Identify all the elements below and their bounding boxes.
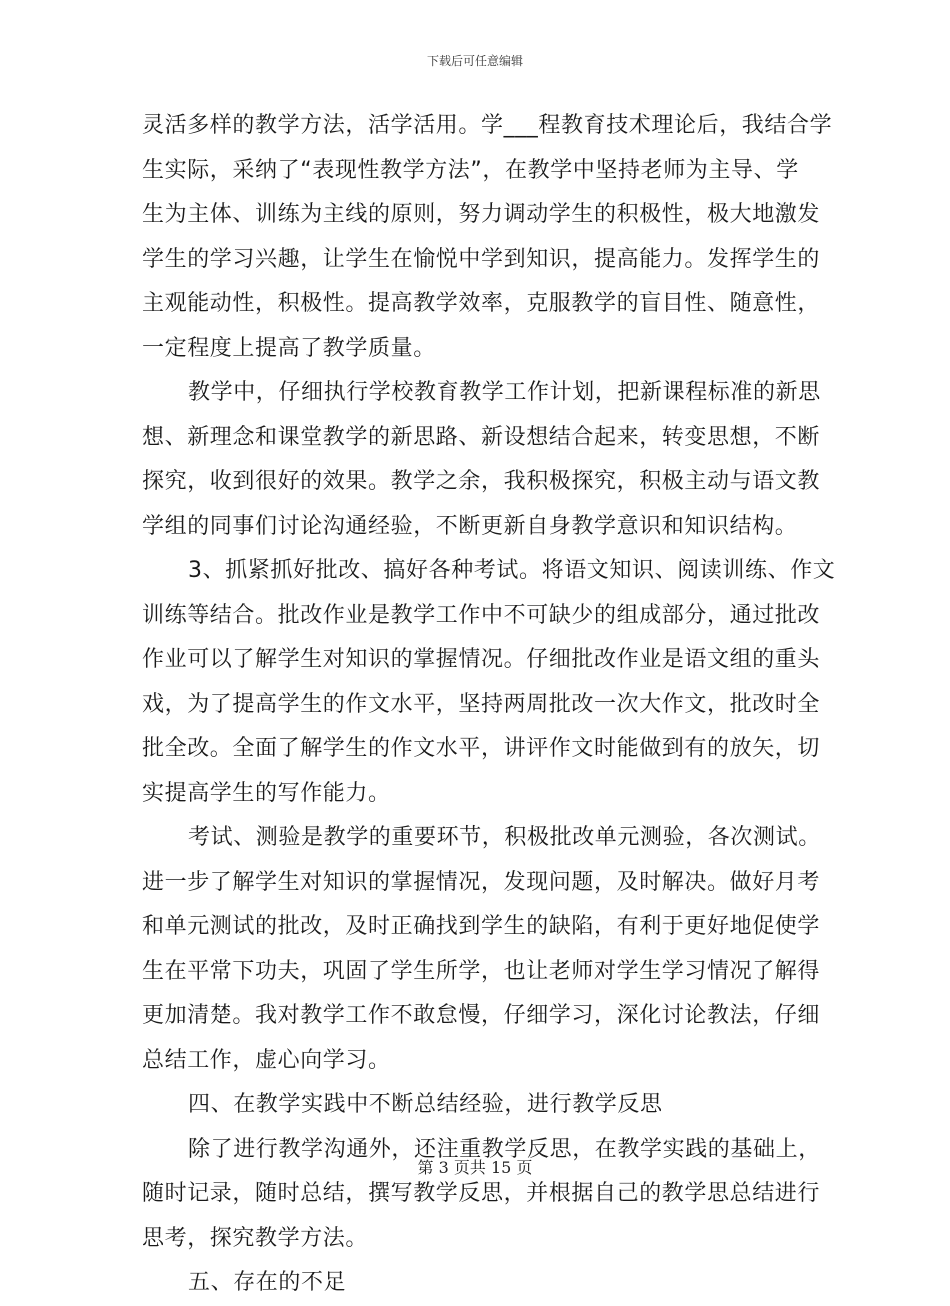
text-line: 戏，为了提高学生的作文水平，坚持两周批改一次大作文，批改时全 [142, 691, 821, 717]
text-line: 生在平常下功夫，巩固了学生所学，也让老师对学生学习情况了解得 [142, 958, 821, 984]
text-line: 训练等结合。批改作业是教学工作中不可缺少的组成部分，通过批改 [142, 602, 821, 628]
text-line: 和单元测试的批改，及时正确找到学生的缺陷，有利于更好地促使学 [142, 914, 821, 939]
text-line: 3、抓紧抓好批改、搞好各种考试。将语文知识、阅读训练、作文 [188, 558, 836, 583]
text-line: 灵活多样的教学方法，活学活用。学___程教育技术理论后，我结合学 [142, 113, 833, 138]
page-header: 下载后可任意编辑 [426, 54, 523, 68]
text-line: 主观能动性，积极性。提高教学效率，克服教学的盲目性、随意性， [142, 291, 821, 316]
text-line: 四、在教学实践中不断总结经验，进行教学反思 [188, 1092, 663, 1117]
text-line: 作业可以了解学生对知识的掌握情况。仔细批改作业是语文组的重头 [142, 647, 821, 672]
text-line: 学组的同事们讨论沟通经验，不断更新自身教学意识和知识结构。 [142, 513, 798, 539]
text-line: 随时记录，随时总结，撰写教学反思，并根据自己的教学思总结进行 [142, 1181, 821, 1206]
text-line: 批全改。全面了解学生的作文水平，讲评作文时能做到有的放矢，切 [142, 736, 821, 761]
document-body [142, 104, 836, 1306]
text-line: 一定程度上提高了教学质量。 [142, 335, 436, 361]
text-line: 除了进行教学沟通外，还注重教学反思，在教学实践的基础上， [188, 1136, 821, 1162]
text-line: 探究，收到很好的效果。教学之余，我积极探究，积极主动与语文教 [142, 469, 821, 494]
text-line: 五、存在的不足 [188, 1270, 347, 1295]
text-line: 学生的学习兴趣，让学生在愉悦中学到知识，提高能力。发挥学生的 [142, 246, 821, 272]
text-line: 总结工作，虚心向学习。 [142, 1047, 391, 1073]
text-line: 实提高学生的写作能力。 [142, 780, 391, 806]
text-line: 考试、测验是教学的重要环节，积极批改单元测验，各次测试。 [188, 825, 821, 850]
text-line: 生为主体、训练为主线的原则，努力调动学生的积极性，极大地激发 [142, 202, 821, 227]
text-line: 生实际，采纳了“表现性教学方法”，在教学中坚持老师为主导、学 [142, 157, 799, 183]
text-line: 思考，探究教学方法。 [142, 1225, 369, 1251]
text-line: 更加清楚。我对教学工作不敢怠慢，仔细学习，深化讨论教法，仔细 [142, 1003, 821, 1028]
text-line: 教学中，仔细执行学校教育教学工作计划，把新课程标准的新思 [188, 380, 821, 405]
text-line: 想、新理念和课堂教学的新思路、新设想结合起来，转变思想，不断 [142, 424, 821, 450]
page-footer: 第 3 页共 15 页 [417, 1158, 533, 1177]
text-line: 进一步了解学生对知识的掌握情况，发现问题，及时解决。做好月考 [142, 869, 821, 895]
